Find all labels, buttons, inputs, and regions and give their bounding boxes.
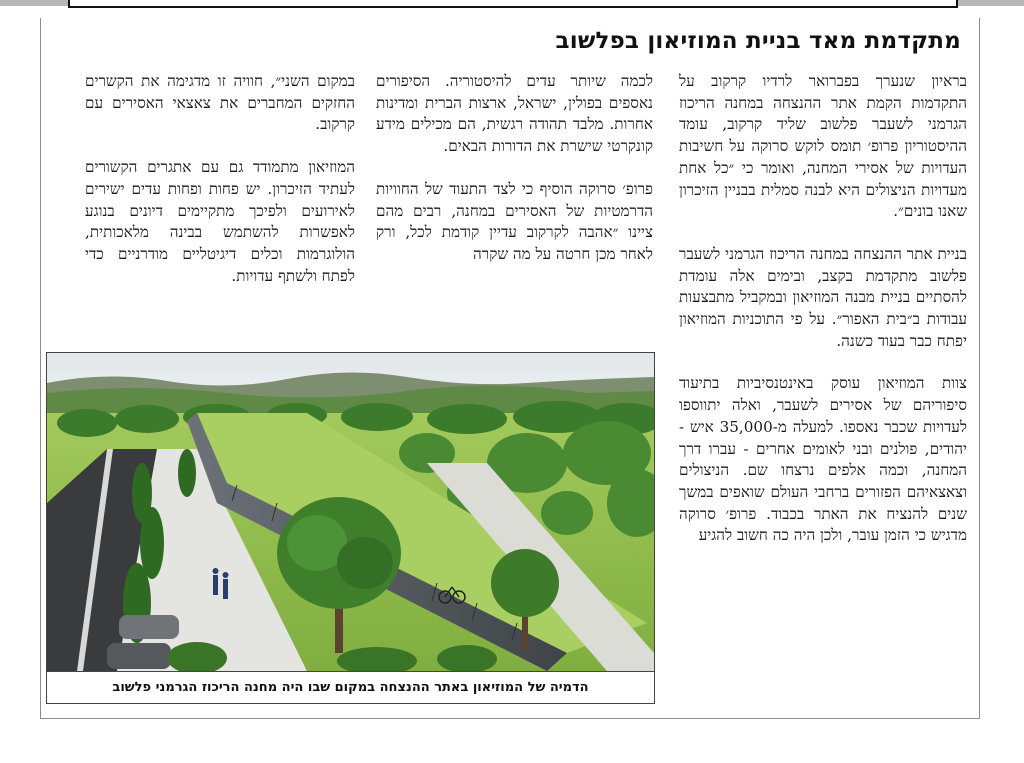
article-headline: מתקדמת מאד בניית המוזיאון בפלשוב [555,28,961,54]
column-2-paragraph-2: פרופ׳ סרוקה הוסיף כי לצד התעוד של החוויות הדרמטיות של האסירים במחנה, רבים מהם ציינו ״אהבה לקרקוב עדיין קודמת לכל, ורק לאחר מכן חרטה על מה שקרה [376,179,653,263]
newspaper-page [40,18,980,719]
column-2-paragraph-1: לכמה שיותר עדים להיסטוריה. הסיפורים נאספים בפולין, ישראל, ארצות הברית ומדינות אחרות. מלבד תהודה רגשית, הם מכילים מידע קונקרטי שישרת את הדורות הבאים. [376,72,653,156]
column-3-paragraph-2: המוזיאון מתמודד גם עם אתגרים הקשורים לעתיד הזיכרון. יש פחות ופחות עדים ישירים לאירועים ולפיכך מתקיימים דיונים בנוגע לאפשרות להשתמש בבינה מלאכותית, הולוגרמות וכלים דיגיטליים מודרניים כדי לפתח ולשתף עדויות. [85,158,355,285]
museum-rendering-image [47,353,654,671]
museum-rendering-illustration [47,353,654,671]
column-1-paragraph-1: בראיון שנערך בפברואר לרדיו קרקוב על התקדמות הקמת אתר ההנצחה במחנה הריכוז הגרמני לשעבר פלשוב שליד קרקוב, עומד ההיסטוריון פרופ׳ תומס לוקש סרוקה על חשיבות העדויות של אסירי המחנה, ואומר כי ״כל אחת מעדויות הניצולים היא לבנה סמלית בבניין הזיכרון שאנו בונים״. [679,72,967,221]
previous-article-box [68,0,958,8]
article-column-1 [679,71,967,568]
museum-rendering-figure [46,352,655,704]
image-caption: הדמיה של המוזיאון באתר ההנצחה במקום שבו היה מחנה הריכוז הגרמני פלשוב [47,671,654,704]
article-column-3 [85,71,355,308]
column-1-paragraph-3: צוות המוזיאון עוסק באינטנסיביות בתיעוד סיפוריהם של אסירים לשעבר, ואלה יתווספו לעדויות שכבר נאספו. למעלה מ-35,000 איש - יהודים, פולנים ובני לאומים אחרים - עברו דרך המחנה, וכמה אלפים נרצחו שם. הניצולים וצאצאיהם הפזורים ברחבי העולם שואפים במשך שנים להנציח את האתר בכבוד. פרופ׳ סרוקה מדגיש כי הזמן עובר, ולכן היה כה חשוב להגיע [679,374,968,545]
article-column-2 [376,71,653,287]
column-1-paragraph-2: בניית אתר ההנצחה במחנה הריכוז הגרמני לשעבר פלשוב מתקדמת בקצב, ובימים אלה עומדת להסתיים בניית מבנה המוזיאון ובמקביל מתבצעות עבודות ב״בית האפור״. על פי התוכניות המוזיאון יפתח כבר בעוד כשנה. [679,244,967,350]
column-3-paragraph-1: במקום השני״, חוויה זו מדגימה את הקשרים החזקים המחברים את צאצאי האסירים עם קרקוב. [85,72,355,134]
